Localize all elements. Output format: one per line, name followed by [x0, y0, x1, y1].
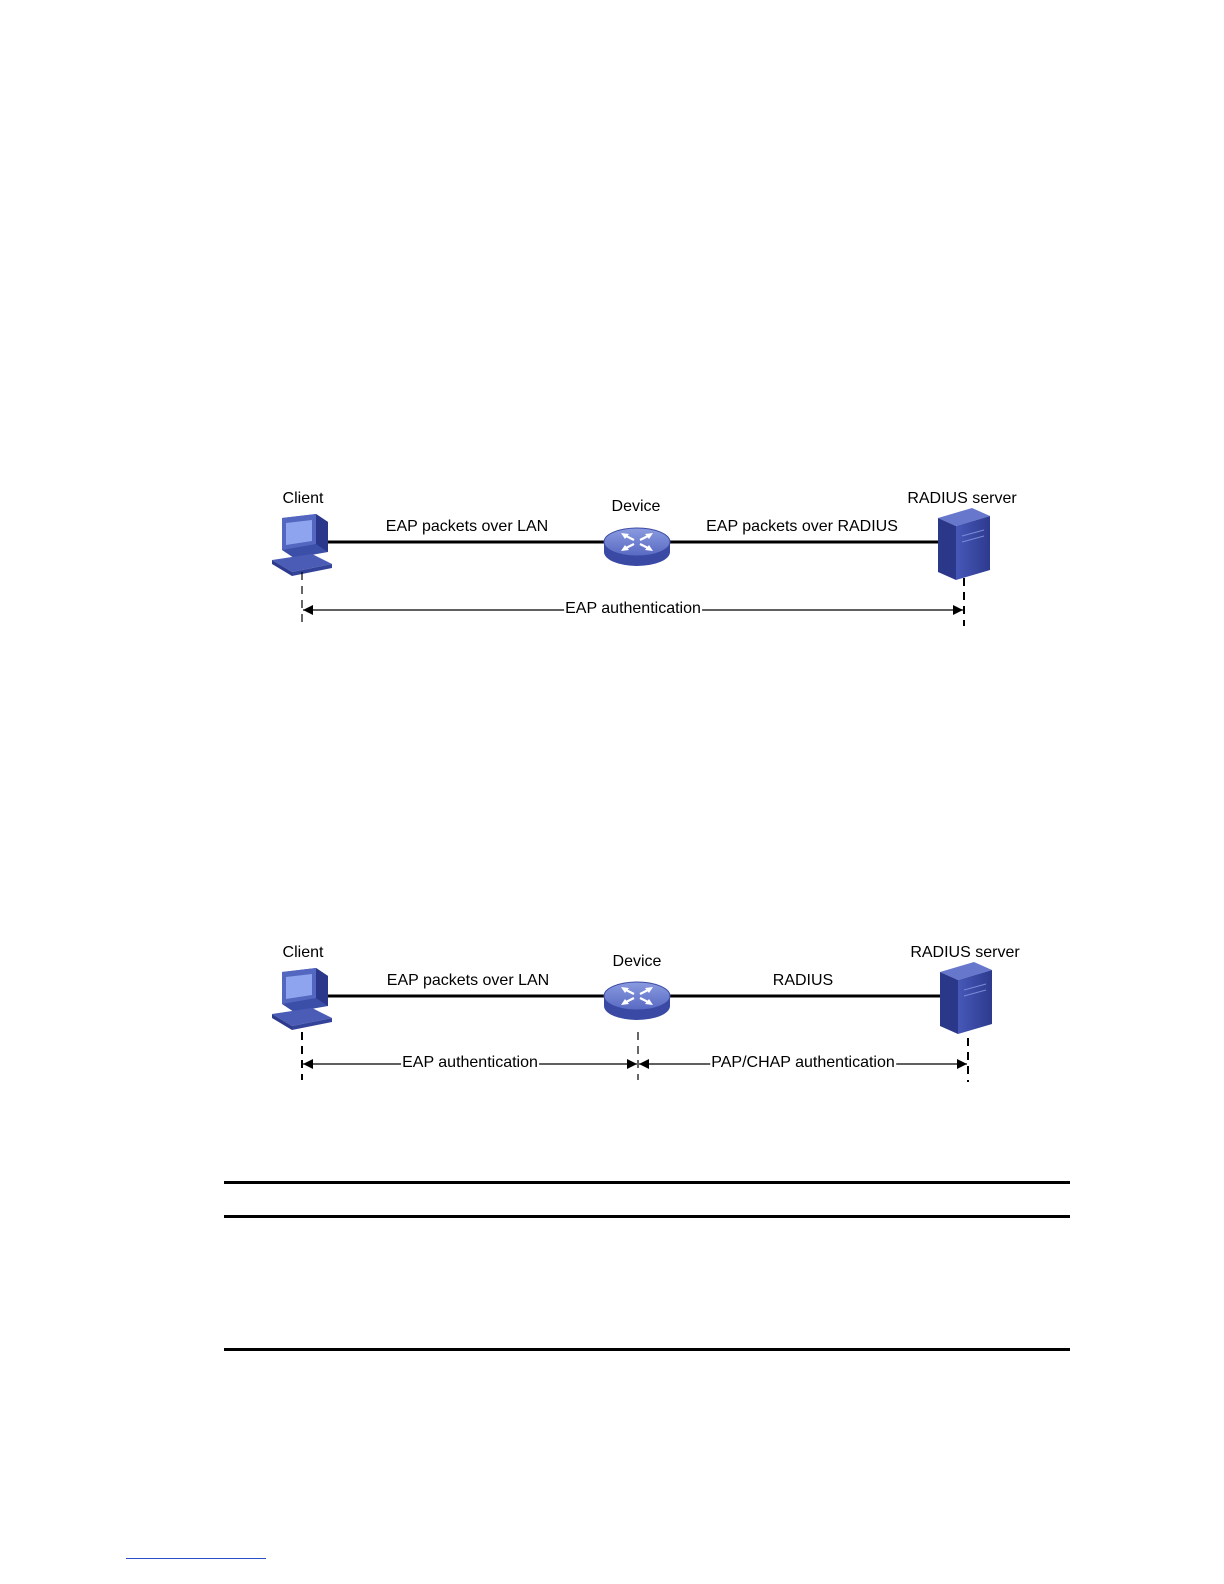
arrow-right-label: PAP/CHAP authentication	[711, 1054, 895, 1071]
link-left-label: EAP packets over LAN	[385, 518, 549, 535]
device-label: Device	[612, 953, 662, 970]
link-right-label: RADIUS	[772, 972, 834, 989]
device-label: Device	[611, 498, 661, 515]
client-label: Client	[282, 490, 324, 507]
server-label: RADIUS server	[910, 944, 1020, 961]
table-bottom-rule	[224, 1348, 1070, 1351]
link-left-label: EAP packets over LAN	[386, 972, 550, 989]
server-label: RADIUS server	[907, 490, 1017, 507]
table-header-rule	[224, 1215, 1070, 1218]
footnote-separator	[126, 1558, 266, 1559]
link-right-label: EAP packets over RADIUS	[706, 518, 898, 535]
client-label: Client	[282, 944, 324, 961]
figure-1-eap-relay	[0, 480, 1224, 680]
router-icon	[604, 982, 670, 1020]
server-icon	[940, 962, 992, 1034]
table-top-rule	[224, 1181, 1070, 1184]
figure-2-eap-termination	[0, 934, 1224, 1134]
router-icon	[604, 528, 670, 566]
computer-icon	[272, 968, 332, 1030]
server-icon	[938, 508, 990, 580]
arrow-left-label: EAP authentication	[402, 1054, 538, 1071]
arrow-label: EAP authentication	[565, 600, 701, 617]
computer-icon	[272, 514, 332, 576]
